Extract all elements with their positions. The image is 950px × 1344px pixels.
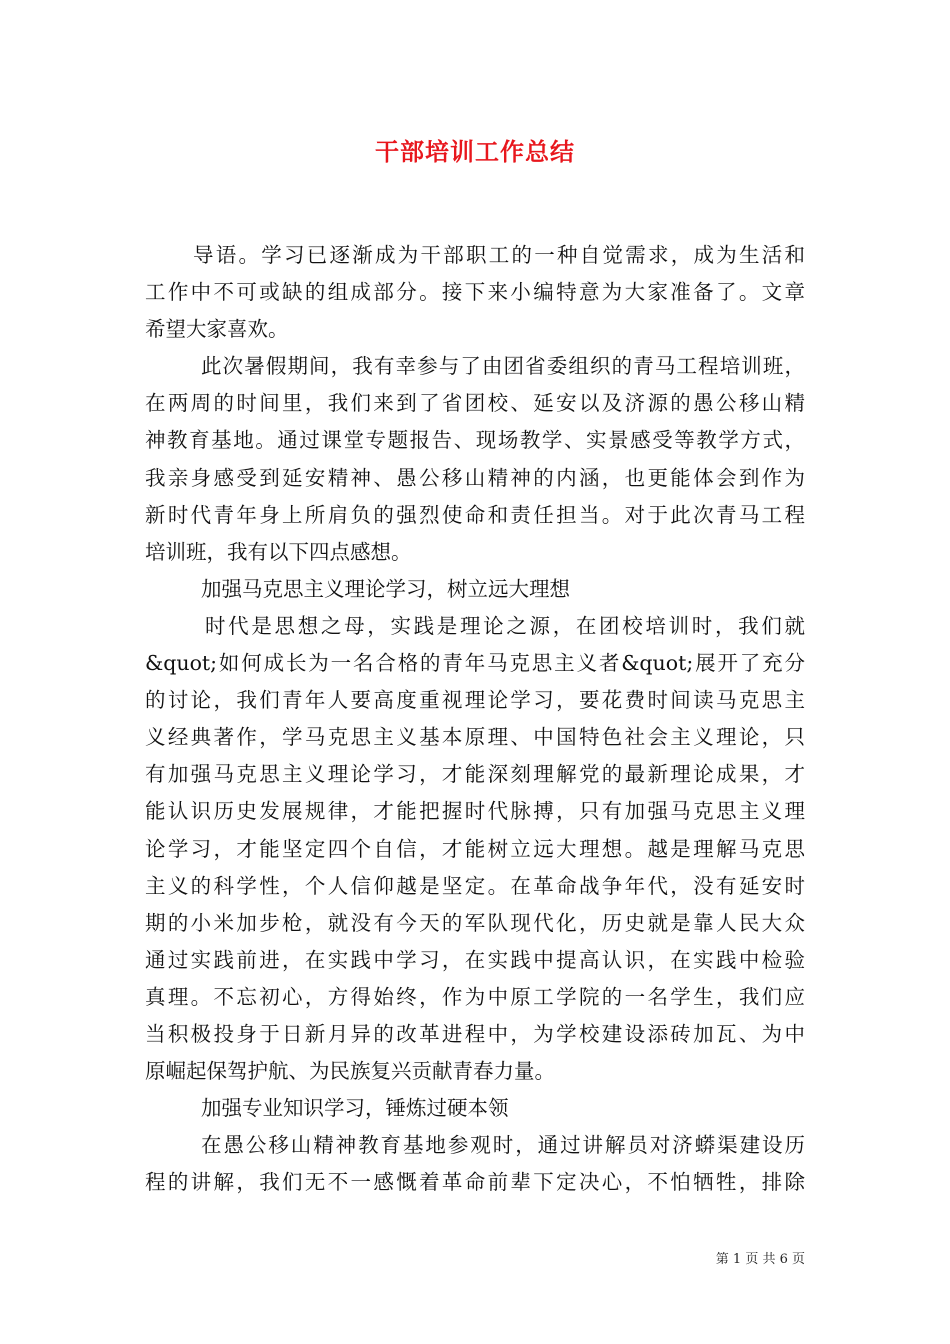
- text-line: 论学习，才能坚定四个自信，才能树立远大理想。越是理解马克思: [145, 836, 805, 861]
- text-line: 在两周的时间里，我们来到了省团校、延安以及济源的愚公移山精: [145, 391, 805, 416]
- document-body: [145, 237, 805, 1201]
- text-line: 神教育基地。通过课堂专题报告、现场教学、实景感受等教学方式，: [145, 428, 805, 453]
- section-heading: 加强马克思主义理论学习，树立远大理想: [201, 576, 570, 601]
- text-line: 真理。不忘初心，方得始终，作为中原工学院的一名学生，我们应: [145, 984, 805, 1009]
- document-title: 干部培训工作总结: [375, 137, 575, 166]
- text-line: 原崛起保驾护航、为民族复兴贡献青春力量。: [145, 1059, 555, 1084]
- text-line: 培训班，我有以下四点感想。: [145, 539, 412, 564]
- text-line: 义经典著作，学马克思主义基本原理、中国特色社会主义理论，只: [145, 725, 805, 750]
- text-line: 此次暑假期间，我有幸参与了由团省委组织的青马工程培训班，: [201, 354, 805, 379]
- text-line: 在愚公移山精神教育基地参观时，通过讲解员对济蟒渠建设历: [201, 1133, 805, 1158]
- text-line: 我亲身感受到延安精神、愚公移山精神的内涵，也更能体会到作为: [145, 465, 805, 490]
- text-line: 期的小米加步枪，就没有今天的军队现代化，历史就是靠人民大众: [145, 910, 805, 935]
- text-line: 时代是思想之母，实践是理论之源，在团校培训时，我们就: [205, 613, 805, 638]
- text-line: 工作中不可或缺的组成部分。接下来小编特意为大家准备了。文章: [145, 280, 805, 305]
- page-number: 第 1 页 共 6 页: [715, 1252, 805, 1267]
- text-line: 导语。学习已逐渐成为干部职工的一种自觉需求，成为生活和: [193, 243, 805, 267]
- text-line: 通过实践前进，在实践中学习，在实践中提高认识，在实践中检验: [145, 947, 805, 972]
- text-line: &quot;如何成长为一名合格的青年马克思主义者&quot;展开了充分: [145, 651, 805, 676]
- text-line: 能认识历史发展规律，才能把握时代脉搏，只有加强马克思主义理: [145, 799, 805, 824]
- text-line: 程的讲解，我们无不一感慨着革命前辈下定决心，不怕牺牲，排除: [145, 1170, 805, 1195]
- section-heading: 加强专业知识学习，锤炼过硬本领: [201, 1096, 509, 1121]
- text-line: 新时代青年身上所肩负的强烈使命和责任担当。对于此次青马工程: [145, 502, 805, 527]
- text-line: 有加强马克思主义理论学习，才能深刻理解党的最新理论成果，才: [145, 762, 805, 787]
- text-line: 当积极投身于日新月异的改革进程中，为学校建设添砖加瓦、为中: [145, 1021, 805, 1046]
- text-line: 希望大家喜欢。: [145, 317, 289, 342]
- text-line: 主义的科学性，个人信仰越是坚定。在革命战争年代，没有延安时: [145, 873, 805, 898]
- text-line: 的讨论，我们青年人要高度重视理论学习，要花费时间读马克思主: [145, 688, 805, 713]
